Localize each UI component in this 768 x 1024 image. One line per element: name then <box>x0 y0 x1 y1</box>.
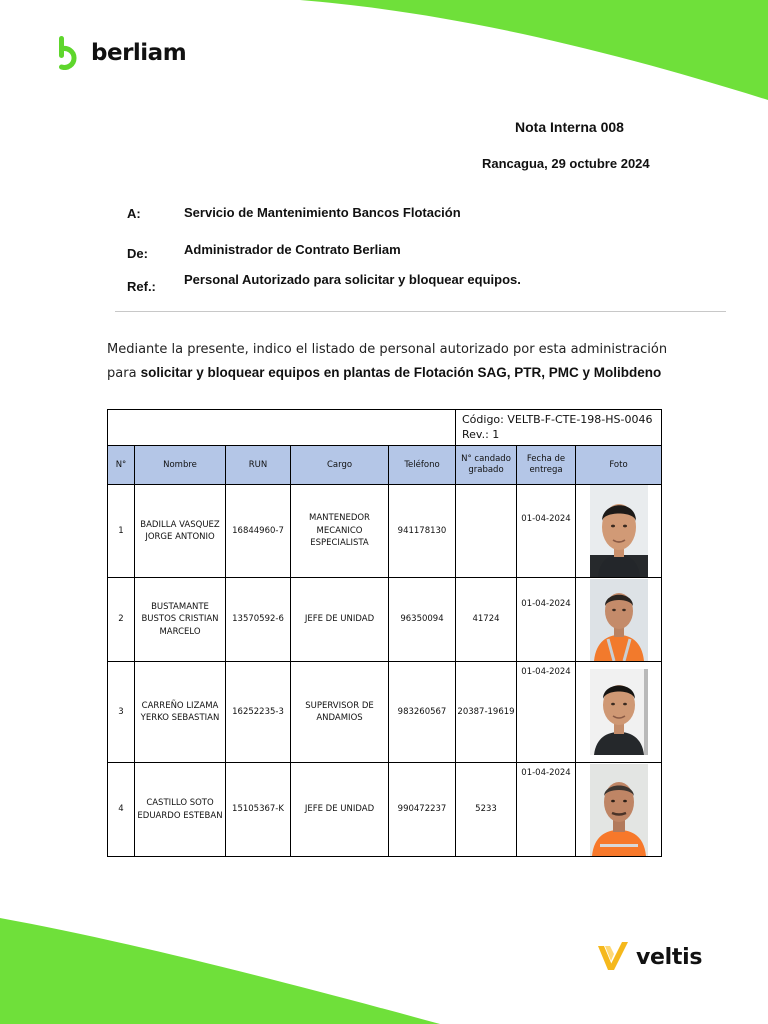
row-phone: 96350094 <box>389 578 456 662</box>
row-name: CASTILLO SOTO EDUARDO ESTEBAN <box>135 763 226 857</box>
table-row <box>108 763 662 857</box>
header-divider <box>115 311 726 312</box>
row-photo-cell <box>576 662 662 763</box>
header-lock: N° candado grabado <box>456 446 517 485</box>
table-row <box>108 485 662 578</box>
row-photo-cell <box>576 578 662 662</box>
row-lock <box>456 485 517 578</box>
row-num: 4 <box>108 763 135 857</box>
row-num: 2 <box>108 578 135 662</box>
personnel-table <box>107 409 662 857</box>
row-photo-cell <box>576 763 662 857</box>
row-phone: 990472237 <box>389 763 456 857</box>
row-cargo: JEFE DE UNIDAD <box>291 763 389 857</box>
table-row <box>108 662 662 763</box>
row-date: 01-04-2024 <box>517 485 576 578</box>
row-lock: 20387-19619 <box>456 662 517 763</box>
person-photo-icon <box>590 579 648 661</box>
row-cargo: MANTENEDOR MECANICO ESPECIALISTA <box>291 485 389 578</box>
header-phone: Teléfono <box>389 446 456 485</box>
document-code: Código: VELTB-F-CTE-198-HS-0046 <box>462 413 653 426</box>
row-name: CARREÑO LIZAMA YERKO SEBASTIAN <box>135 662 226 763</box>
table-row <box>108 578 662 662</box>
person-photo-icon <box>590 764 648 856</box>
memo-title: Nota Interna 008 <box>515 119 624 135</box>
row-name: BUSTAMANTE BUSTOS CRISTIAN MARCELO <box>135 578 226 662</box>
from-label: De: <box>127 246 148 261</box>
ref-value: Personal Autorizado para solicitar y bloquear equipos. <box>184 272 521 287</box>
header-name: Nombre <box>135 446 226 485</box>
header-cargo: Cargo <box>291 446 389 485</box>
memo-date: Rancagua, 29 octubre 2024 <box>482 156 650 171</box>
row-phone: 941178130 <box>389 485 456 578</box>
header-num: N° <box>108 446 135 485</box>
intro-text: Mediante la presente, indico el listado de personal autorizado por esta administración para <box>107 342 668 381</box>
header-photo: Foto <box>576 446 662 485</box>
header-date: Fecha de entrega <box>517 446 576 485</box>
berliam-logo-text: berliam <box>91 40 187 66</box>
berliam-logo <box>57 36 186 70</box>
row-num: 1 <box>108 485 135 578</box>
row-date: 01-04-2024 <box>517 662 576 763</box>
to-label: A: <box>127 206 141 221</box>
document-revision: Rev.: 1 <box>462 428 500 441</box>
row-date: 01-04-2024 <box>517 763 576 857</box>
header-run: RUN <box>226 446 291 485</box>
to-value: Servicio de Mantenimiento Bancos Flotación <box>184 205 461 220</box>
row-date: 01-04-2024 <box>517 578 576 662</box>
row-name: BADILLA VASQUEZ JORGE ANTONIO <box>135 485 226 578</box>
veltis-logo-icon <box>596 940 630 974</box>
row-lock: 5233 <box>456 763 517 857</box>
from-value: Administrador de Contrato Berliam <box>184 242 401 257</box>
row-run: 16844960-7 <box>226 485 291 578</box>
veltis-logo-text: veltis <box>636 944 703 970</box>
intro-bold-text: solicitar y bloquear equipos en plantas de Flotación SAG, PTR, PMC y Molibdeno <box>140 364 662 380</box>
person-photo-icon <box>590 669 648 755</box>
row-lock: 41724 <box>456 578 517 662</box>
row-photo-cell <box>576 485 662 578</box>
row-num: 3 <box>108 662 135 763</box>
table-title-blank <box>108 410 456 446</box>
row-run: 15105367-K <box>226 763 291 857</box>
row-phone: 983260567 <box>389 662 456 763</box>
row-run: 13570592-6 <box>226 578 291 662</box>
intro-paragraph <box>107 339 687 385</box>
table-header-row <box>108 446 662 485</box>
row-cargo: SUPERVISOR DE ANDAMIOS <box>291 662 389 763</box>
document-code-box <box>456 410 662 446</box>
veltis-logo <box>596 940 702 974</box>
row-cargo: JEFE DE UNIDAD <box>291 578 389 662</box>
berliam-logo-icon <box>57 36 83 70</box>
row-run: 16252235-3 <box>226 662 291 763</box>
person-photo-icon <box>590 485 648 577</box>
ref-label: Ref.: <box>127 279 156 294</box>
